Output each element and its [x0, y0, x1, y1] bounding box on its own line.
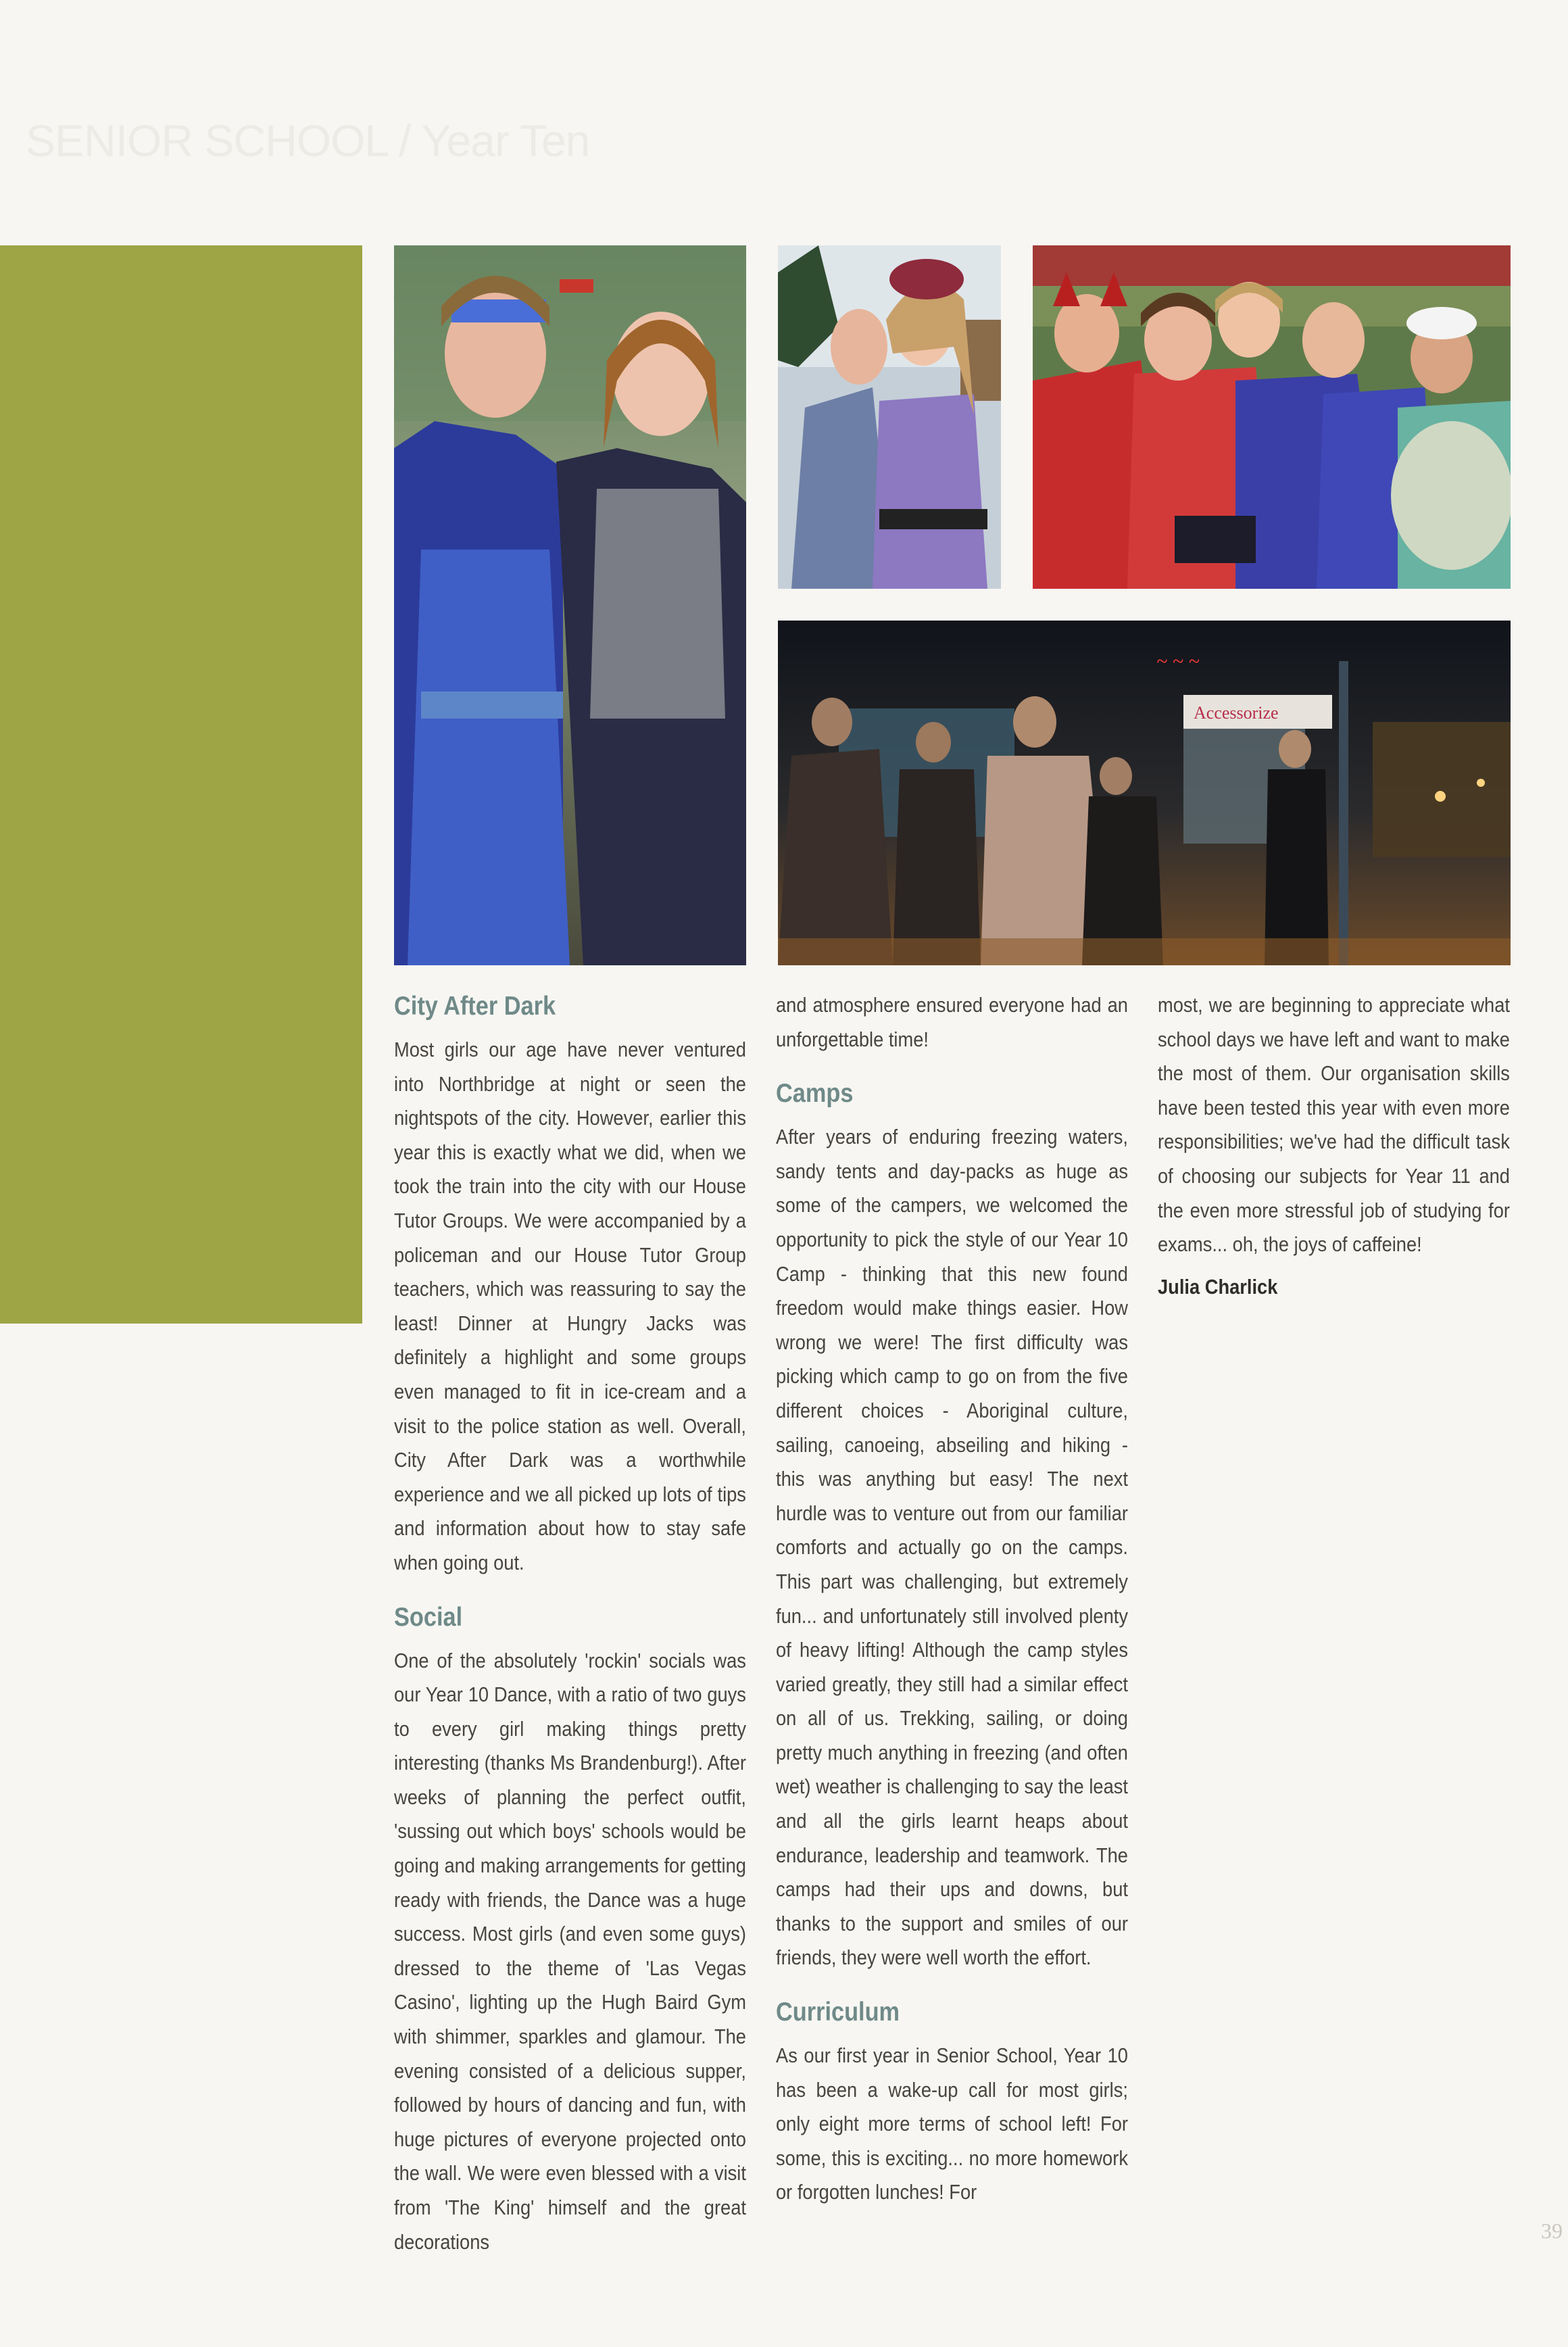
- page-number: 39: [1541, 2219, 1563, 2243]
- city-after-dark-heading: City After Dark: [394, 992, 556, 1021]
- city-night-street-photo: [778, 621, 1511, 965]
- article-column-3: [1158, 988, 1510, 1304]
- author-name: Julia Charlick: [1158, 1274, 1278, 1299]
- decorative-green-bar: [0, 245, 362, 1324]
- camps-heading: Camps: [776, 1079, 854, 1109]
- two-girls-beret-photo: [778, 245, 1001, 589]
- social-heading: Social: [394, 1602, 463, 1632]
- social-text: One of the absolutely 'rockin' socials was our Year 10 Dance, with a ratio of two guys to every girl making things pretty interesting (thanks Ms Brandenburg!). After weeks of planning the perfect outfit, 'sussing out which boys' schools would be going and making arrangements for getting ready with friends, the Dance was a huge success. Most girls (and even some guys) dressed to the theme of 'Las Vegas Casino', lighting up the Hugh Baird Gym with shimmer, sparkles and glamour. The evening consisted of a delicious supper, followed by hours of dancing and fun, with huge pictures of everyone projected onto the wall. We were even blessed with a visit from 'The King' himself and the great decorations: [394, 1648, 746, 2254]
- city-after-dark-text: Most girls our age have never ventured into Northbridge at night or seen the nightspots of the city. However, earlier this year this is exactly what we did, when we took the train into the city with our House Tutor Groups. We were accompanied by a policeman and our House Tutor Group teachers, which was reassuring to say the least! Dinner at Hungry Jacks was definitely a highlight and some groups even managed to fit in ice-cream and a visit to the police station as well. Overall, City After Dark was a worthwhile experience and we all picked up lots of tips and information about how to stay safe when going out.: [394, 1038, 746, 1574]
- curriculum-text: As our first year in Senior School, Year 10 has been a wake-up call for most girls; only eight more terms of school left! For some, this is exciting... no more homework or forgotten lunches! For: [776, 2043, 1128, 2204]
- curriculum-text-continued: most, we are beginning to appreciate what school days we have left and want to make the most of them. Our organisation skills have been tested this year with even more responsibilities; we've had the difficult task of choosing our subjects for Year 11 and the even more stressful job of studying for exams... oh, the joys of caffeine!: [1158, 993, 1510, 1257]
- camps-text: After years of enduring freezing waters, sandy tents and day-packs as huge as some of the campers, we welcomed the opportunity to pick the style of our Year 10 Camp - thinking that this new found freedom would make things easier. How wrong we were! The first difficulty was picking which camp to go on from the five different choices - Aboriginal culture, sailing, canoeing, abseiling and hiking - this was anything but easy! The next hurdle was to venture out from our familiar comforts and actually go on the camps. This part was challenging, but extremely fun... and unfortunately still involved plenty of heavy lifting! Although the camp styles varied greatly, they still had a similar effect on all of us. Trekking, sailing, or doing pretty much anything in freezing (and often wet) weather is challenging to say the least and all the girls learnt heaps about endurance, leadership and teamwork. The camps had their ups and downs, but thanks to the support and smiles of our friends, they were well worth the effort.: [776, 1125, 1128, 1970]
- article-column-1: [394, 988, 746, 2278]
- two-girls-costume-photo: [394, 245, 746, 965]
- section-header: SENIOR SCHOOL / Year Ten: [26, 116, 590, 166]
- article-column-2: [776, 988, 1128, 2229]
- accessorize-sign: Accessorize: [1194, 703, 1279, 723]
- svg-text:~ ~ ~: ~ ~ ~: [1156, 650, 1200, 673]
- curriculum-heading: Curriculum: [776, 1998, 900, 2027]
- group-oval-photo: [1033, 245, 1511, 589]
- social-text-continued: and atmosphere ensured everyone had an unforgettable time!: [776, 993, 1128, 1051]
